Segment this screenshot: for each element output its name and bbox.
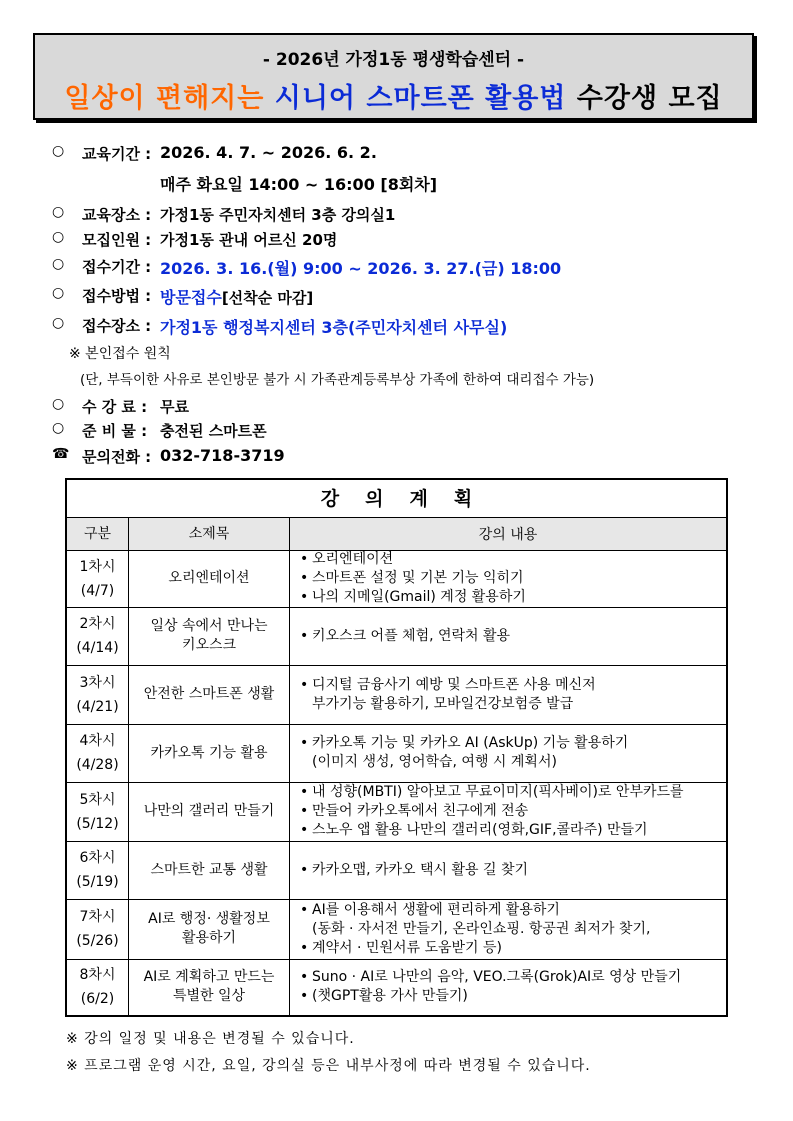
content-list bbox=[300, 861, 528, 880]
title-banner bbox=[33, 33, 754, 120]
content-item: • 카카오맵, 카카오 택시 활용 길 찾기 bbox=[300, 861, 528, 880]
content-list bbox=[300, 550, 526, 607]
fee-value: 무료 bbox=[160, 398, 189, 416]
content-item: • 계약서 · 민원서류 도움받기 등) bbox=[300, 939, 650, 958]
content-item: • Suno · AI로 나만의 음악, VEO.그록(Grok)AI로 영상 만들기 bbox=[300, 968, 681, 987]
content-cell bbox=[290, 665, 726, 724]
circle-bullet-icon: ○ bbox=[52, 143, 65, 159]
session-number: 6차시 bbox=[79, 850, 116, 866]
content-list bbox=[300, 901, 650, 958]
subtitle-cell: 스마트한 교통 생활 bbox=[129, 841, 290, 899]
fee-label: 수 강 료 : bbox=[82, 398, 148, 416]
content-item: • 스노우 앱 활용 나만의 갤러리(영화,GIF,콜라주) 만들기 bbox=[300, 821, 684, 840]
session-cell bbox=[67, 841, 129, 899]
application-period-value: 2026. 3. 16.(월) 9:00 ~ 2026. 3. 27.(금) 18:00 bbox=[160, 259, 562, 278]
title-part-orange: 일상이 편해지는 bbox=[64, 83, 265, 114]
phone-icon: ☎ bbox=[52, 446, 70, 462]
supplies-label: 준 비 물 : bbox=[82, 422, 148, 440]
first-come-text: [선착순 마감] bbox=[221, 289, 314, 307]
content-item: • 키오스크 어플 체험, 연락처 활용 bbox=[300, 627, 510, 646]
session-cell bbox=[67, 724, 129, 782]
application-method-label: 접수방법 : bbox=[82, 287, 152, 305]
session-date: (5/26) bbox=[76, 933, 119, 949]
content-cell bbox=[290, 550, 726, 607]
note-principle: ※ 본인접수 원칙 bbox=[69, 346, 171, 362]
subtitle-cell: 오리엔테이션 bbox=[129, 550, 290, 607]
content-list bbox=[300, 734, 628, 772]
title-part-black: 수강생 모집 bbox=[576, 83, 723, 114]
banner-subtitle: - 2026년 가정1동 평생학습센터 - bbox=[262, 50, 525, 70]
session-cell bbox=[67, 899, 129, 959]
session-number: 5차시 bbox=[79, 791, 116, 808]
content-item: • (챗GPT활용 가사 만들기) bbox=[300, 987, 681, 1006]
period-time-value: 매주 화요일 14:00 ~ 16:00 [8회차] bbox=[160, 175, 438, 194]
supplies-value: 충전된 스마트폰 bbox=[160, 422, 267, 440]
application-place-value: 가정1동 행정복지센터 3층(주민자치센터 사무실) bbox=[160, 318, 508, 337]
banner-title bbox=[35, 76, 752, 115]
schedule-table bbox=[65, 478, 728, 1017]
period-value: 2026. 4. 7. ~ 2026. 6. 2. bbox=[160, 143, 377, 162]
table-header-row bbox=[67, 518, 726, 551]
session-date: (4/21) bbox=[76, 698, 119, 715]
place-value: 가정1동 주민자치센터 3층 강의실1 bbox=[160, 206, 396, 224]
session-date: (5/12) bbox=[76, 815, 119, 832]
application-place-label: 접수장소 : bbox=[82, 317, 152, 335]
period-label: 교육기간 : bbox=[82, 145, 152, 163]
application-method-value bbox=[160, 285, 313, 308]
phone-value: 032-718-3719 bbox=[160, 446, 285, 465]
content-item: • 스마트폰 설정 및 기본 기능 익히기 bbox=[300, 569, 526, 588]
content-cell bbox=[290, 899, 726, 959]
circle-bullet-icon: ○ bbox=[52, 396, 65, 412]
session-date: (4/14) bbox=[76, 640, 119, 656]
circle-bullet-icon: ○ bbox=[52, 315, 65, 331]
content-item: (동화 · 자서전 만들기, 온라인쇼핑. 항공권 최저가 찾기, bbox=[312, 920, 651, 937]
content-cell bbox=[290, 841, 726, 899]
session-date: (4/7) bbox=[80, 582, 115, 599]
table-row bbox=[67, 550, 726, 608]
table-row bbox=[67, 899, 726, 960]
content-item: (이미지 생성, 영어학습, 여행 시 계획서) bbox=[312, 754, 557, 770]
table-row bbox=[67, 665, 726, 725]
session-number: 4차시 bbox=[79, 733, 116, 749]
header-content: 강의 내용 bbox=[478, 527, 538, 543]
header-session: 구분 bbox=[67, 518, 129, 550]
session-number: 7차시 bbox=[79, 909, 116, 925]
circle-bullet-icon: ○ bbox=[52, 256, 65, 272]
content-list bbox=[300, 676, 596, 714]
subtitle-cell: 안전한 스마트폰 생활 bbox=[129, 665, 290, 724]
circle-bullet-icon: ○ bbox=[52, 204, 65, 220]
table-row bbox=[67, 841, 726, 900]
content-item: • 만들어 카카오톡에서 친구에게 전송 bbox=[300, 802, 684, 821]
content-cell bbox=[290, 724, 726, 782]
session-date: (6/2) bbox=[80, 991, 115, 1007]
footnote-program-change: ※ 프로그램 운영 시간, 요일, 강의실 등은 내부사정에 따라 변경될 수 있습니다. bbox=[66, 1058, 591, 1074]
content-list bbox=[300, 627, 510, 646]
content-item: • 디지털 금융사기 예방 및 스마트폰 사용 메신저 bbox=[300, 676, 596, 695]
content-item: • 카카오톡 기능 및 카카오 AI (AskUp) 기능 활용하기 bbox=[300, 734, 628, 753]
session-number: 2차시 bbox=[79, 616, 116, 632]
capacity-value: 가정1동 관내 어르신 20명 bbox=[160, 231, 338, 249]
content-cell bbox=[290, 607, 726, 665]
application-period-label: 접수기간 : bbox=[82, 258, 152, 276]
content-item: • 내 성향(MBTI) 알아보고 무료이미지(픽사베이)로 안부카드를 bbox=[300, 783, 684, 802]
subtitle-cell: AI로 행정· 생활정보 활용하기 bbox=[129, 899, 290, 959]
content-list bbox=[300, 968, 681, 1006]
circle-bullet-icon: ○ bbox=[52, 229, 65, 245]
content-item: • 오리엔테이션 bbox=[300, 550, 526, 569]
table-row bbox=[67, 724, 726, 783]
table-row bbox=[67, 959, 726, 1015]
session-date: (4/28) bbox=[76, 757, 119, 773]
content-item: • 나의 지메일(Gmail) 계정 활용하기 bbox=[300, 588, 526, 607]
session-number: 8차시 bbox=[79, 967, 116, 983]
place-label: 교육장소 : bbox=[82, 206, 152, 224]
table-row bbox=[67, 607, 726, 666]
footnote-schedule-change: ※ 강의 일정 및 내용은 변경될 수 있습니다. bbox=[66, 1031, 355, 1047]
circle-bullet-icon: ○ bbox=[52, 420, 65, 436]
subtitle-cell: 일상 속에서 만나는 키오스크 bbox=[129, 607, 290, 665]
subtitle-cell: AI로 계획하고 만드는 특별한 일상 bbox=[129, 959, 290, 1015]
capacity-label: 모집인원 : bbox=[82, 231, 152, 249]
content-item: 부가기능 활용하기, 모바일건강보험증 발급 bbox=[312, 695, 574, 712]
content-list bbox=[300, 783, 684, 840]
table-row bbox=[67, 782, 726, 842]
session-date: (5/19) bbox=[76, 874, 119, 890]
session-cell bbox=[67, 607, 129, 665]
circle-bullet-icon: ○ bbox=[52, 285, 65, 301]
content-item: • AI를 이용해서 생활에 편리하게 활용하기 bbox=[300, 901, 650, 920]
content-cell bbox=[290, 782, 726, 841]
session-cell bbox=[67, 550, 129, 607]
content-cell bbox=[290, 959, 726, 1015]
header-subtitle: 소제목 bbox=[129, 518, 290, 550]
subtitle-cell: 나만의 갤러리 만들기 bbox=[129, 782, 290, 841]
session-cell bbox=[67, 782, 129, 841]
title-part-blue: 시니어 스마트폰 활용법 bbox=[274, 83, 567, 114]
schedule-title: 강의계획 bbox=[67, 480, 726, 518]
session-number: 3차시 bbox=[79, 674, 116, 691]
session-cell bbox=[67, 959, 129, 1015]
phone-label: 문의전화 : bbox=[82, 448, 152, 466]
session-number: 1차시 bbox=[79, 558, 116, 575]
session-cell bbox=[67, 665, 129, 724]
visit-application-text: 방문접수 bbox=[160, 288, 222, 307]
note-exception: (단, 부득이한 사유로 본인방문 불가 시 가족관계등록부상 가족에 한하여 대리접수 가능) bbox=[80, 372, 595, 388]
subtitle-cell: 카카오톡 기능 활용 bbox=[129, 724, 290, 782]
